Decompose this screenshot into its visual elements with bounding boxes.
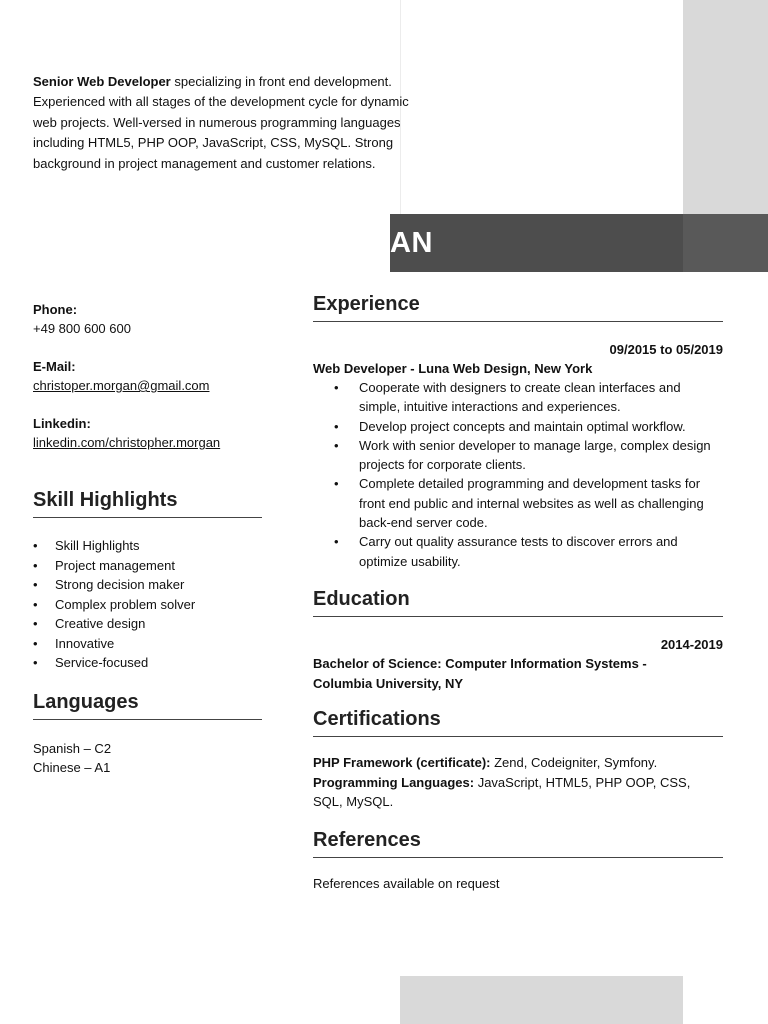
skills-heading: Skill Highlights [33, 489, 262, 518]
email-link[interactable]: christoper.morgan@gmail.com [33, 378, 210, 393]
list-item: • Creative design [33, 614, 262, 634]
list-item: • Innovative [33, 634, 262, 654]
list-item: • Strong decision maker [33, 575, 262, 595]
decorative-gray-block-top [683, 0, 768, 215]
email-label: E-Mail: [33, 359, 76, 374]
experience-date: 09/2015 to 05/2019 [609, 342, 723, 357]
languages-heading: Languages [33, 691, 262, 720]
references-heading: References [313, 829, 723, 858]
experience-bullets [313, 378, 723, 571]
list-item: • Cooperate with designers to create clean interfaces and simple, intuitive interactions and experiences. [359, 378, 723, 417]
list-item: • Develop project concepts and maintain optimal workflow. [359, 417, 723, 436]
list-item: Chinese – A1 [33, 760, 111, 775]
name-banner-edge [683, 214, 768, 272]
certification-value: Zend, Codeigniter, Symfony. [490, 755, 658, 770]
education-heading: Education [313, 588, 723, 617]
list-item: Spanish – C2 [33, 740, 112, 756]
education-section [313, 588, 723, 693]
languages-list [33, 739, 262, 778]
list-item: • Service-focused [33, 653, 262, 673]
decorative-gray-block-bottom [400, 976, 683, 1024]
linkedin-label: Linkedin: [33, 416, 91, 431]
list-item: • Carry out quality assurance tests to discover errors and optimize usability. [359, 532, 723, 571]
experience-section [313, 293, 723, 571]
profile-summary [33, 72, 423, 174]
phone-label: Phone: [33, 302, 78, 317]
references-text: References available on request [313, 876, 500, 891]
job-title: Web Developer - Luna Web Design, New York [313, 361, 593, 376]
list-item: • Project management [33, 556, 262, 576]
certification-label: Programming Languages: [313, 774, 475, 790]
left-column [33, 300, 262, 778]
references-section [313, 829, 723, 894]
list-item: • Work with senior developer to manage large, complex design projects for corporate clients. [359, 436, 723, 475]
skills-list [33, 536, 262, 673]
certification-label: PHP Framework (certificate): [313, 755, 491, 770]
linkedin-link[interactable]: linkedin.com/christopher.morgan [33, 435, 221, 450]
certification-line [313, 773, 723, 812]
name-banner-text: AN [390, 227, 433, 259]
phone-value: +49 800 600 600 [33, 321, 131, 336]
certifications-heading: Certifications [313, 708, 723, 737]
list-item: • Complete detailed programming and development tasks for front end public and internal websites as well as challenging back-end server code. [359, 474, 723, 532]
certification-value: JavaScript, HTML5, PHP OOP, CSS, SQL, MySQL. [313, 774, 691, 809]
summary-text: specializing in front end development. Experienced with all stages of the development cycle for dynamic web projects. Well-versed in numerous programming languages including HTML5, PHP OOP, JavaScript, CSS, MySQL. Strong background in project management and customer relations. [33, 74, 409, 171]
summary-lead: Senior Web Developer [33, 74, 171, 89]
list-item: • Skill Highlights [33, 536, 262, 556]
education-date: 2014-2019 [660, 637, 723, 652]
experience-heading: Experience [313, 293, 723, 322]
contact-section [33, 300, 262, 452]
list-item: • Complex problem solver [33, 595, 262, 615]
certification-line [313, 753, 723, 773]
education-degree: Bachelor of Science: Computer Information Systems - Columbia University, NY [313, 656, 647, 691]
certifications-section [313, 708, 723, 812]
name-banner [390, 214, 768, 272]
